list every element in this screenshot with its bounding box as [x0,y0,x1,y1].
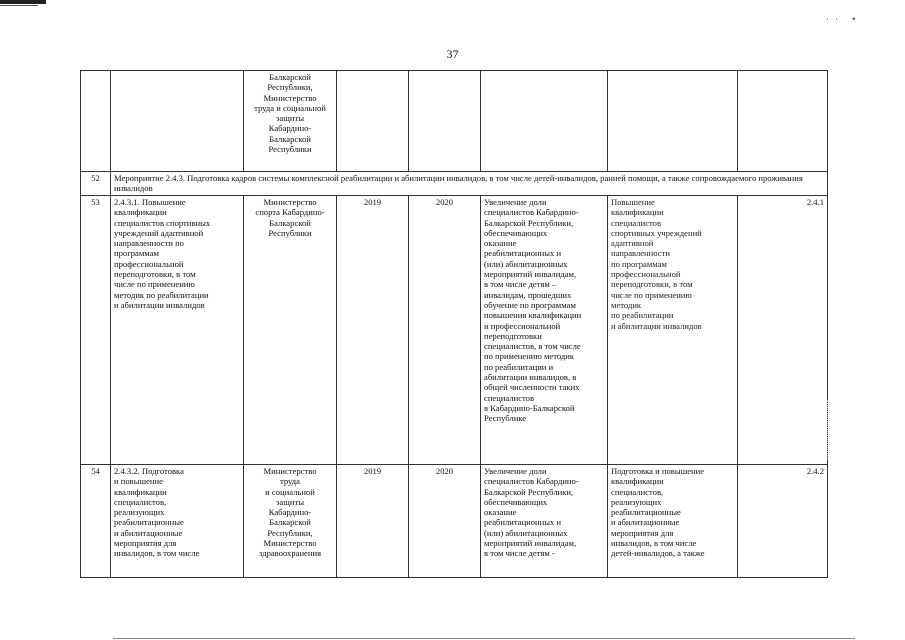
scan-corner-mark-thin [0,5,38,6]
result-cell: Увеличение доли специалистов Кабардино- Балкарской Республики, обеспечивающих оказание реабилитационных и (или) абилитационных мероприятий инвалидам, в том числе детям – инвалидам, прошедших обучение по программам повышения квалификации и профессиональной переподготовки специалистов, в том числе по применению методик по реабилитации и абилитации инвалидов, в общей численности таких специалистов в Кабардино-Балкарской Республике [481,196,608,465]
row-number: 54 [81,465,111,578]
event-cell [111,71,244,172]
end-year-cell: 2020 [409,196,481,465]
row-number: 53 [81,196,111,465]
scan-dots: ·· • [826,14,862,24]
page-number: 37 [446,47,459,61]
executor-cell: Балкарской Республики, Министерство труда и социальной защиты Кабардино- Балкарской Республики [244,71,337,172]
row-number: 52 [81,172,111,196]
executor-cell: Министерство спорта Кабардино- Балкарской Республики [244,196,337,465]
table-row-53 [81,196,828,465]
start-year-cell: 2019 [337,196,409,465]
link-cell: 2.4.2 [738,465,828,578]
merged-event-heading: Мероприятие 2.4.3. Подготовка кадров системы комплексной реабилитации и абилитации инвалидов, в том числе детей-инвалидов, ранней помощи, а также сопровождаемого проживания инвалидов [111,172,828,196]
link-cell: 2.4.1 [738,196,828,465]
scan-corner-mark [0,0,46,4]
table-row-52 [81,172,828,196]
event-cell: 2.4.3.1. Повышение квалификации специалистов спортивных учреждений адаптивной направленности по программам профессиональной переподготовки, в том числе по применению методик по реабилитации и абилитации инвалидов [111,196,244,465]
indicator-cell [608,71,738,172]
scan-artifact-line [827,400,829,460]
result-cell: Увеличение доли специалистов Кабардино- Балкарской Республики, обеспечивающих оказание реабилитационных и (или) абилитационных мероприятий инвалидам, в том числе детям - [481,465,608,578]
page-bottom-edge [113,638,855,639]
end-year-cell [409,71,481,172]
start-year-cell [337,71,409,172]
indicator-cell: Подготовка и повышение квалификации специалистов, реализующих реабилитационные и абилитационные мероприятия для инвалидов, в том числе детей-инвалидов, а также [608,465,738,578]
program-table [80,70,828,578]
result-cell [481,71,608,172]
start-year-cell: 2019 [337,465,409,578]
row-number [81,71,111,172]
executor-cell: Министерство труда и социальной защиты Кабардино- Балкарской Республики, Министерство здравоохранения [244,465,337,578]
indicator-cell: Повышение квалификации специалистов спортивных учреждений адаптивной направленности по программам профессиональной переподготовки, в том числе по применению методик по реабилитации и абилитации инвалидов [608,196,738,465]
end-year-cell: 2020 [409,465,481,578]
link-cell [738,71,828,172]
event-cell: 2.4.3.2. Подготовка и повышение квалификации специалистов, реализующих реабилитационные и абилитационные мероприятия для инвалидов, в том числе [111,465,244,578]
table-row-54 [81,465,828,578]
table-row-continuation [81,71,828,172]
